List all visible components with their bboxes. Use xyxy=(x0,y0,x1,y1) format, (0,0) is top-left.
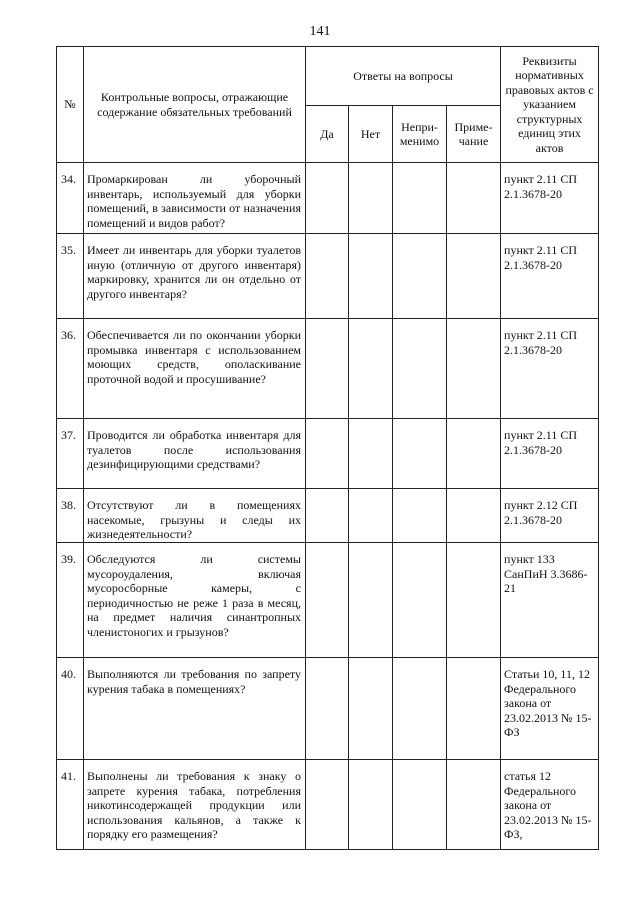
table-row xyxy=(57,319,599,419)
table-row xyxy=(57,163,599,234)
row-reference: статья 12 Федерального закона от 23.02.2013 № 15-ФЗ, xyxy=(501,760,599,850)
answer-not-applicable-cell[interactable] xyxy=(393,543,447,658)
header-note: Приме-чание xyxy=(447,106,501,163)
answer-not-applicable-cell[interactable] xyxy=(393,419,447,489)
answer-no-cell[interactable] xyxy=(349,419,393,489)
answer-note-cell[interactable] xyxy=(447,658,501,760)
row-question: Промаркирован ли уборочный инвентарь, используемый для уборки помещений, в зависимости от назначения помещений и видов работ? xyxy=(84,163,306,234)
row-question: Обследуются ли системы мусороудаления, включая мусоросборные камеры, с периодичностью не реже 1 раза в месяц, на предмет наличия синантропных членистоногих и грызунов? xyxy=(84,543,306,658)
row-number: 34. xyxy=(57,163,84,234)
answer-no-cell[interactable] xyxy=(349,489,393,543)
row-question: Выполнены ли требования к знаку о запрете курения табака, потребления никотинсодержащей продукции или использования кальянов, а также к порядку его размещения? xyxy=(84,760,306,850)
header-question: Контрольные вопросы, отражающие содержание обязательных требований xyxy=(84,47,306,163)
row-reference: пункт 2.11 СП 2.1.3678-20 xyxy=(501,234,599,319)
row-number: 41. xyxy=(57,760,84,850)
answer-no-cell[interactable] xyxy=(349,163,393,234)
row-question: Имеет ли инвентарь для уборки туалетов иную (отличную от другого инвентаря) маркировку, хранится ли он отдельно от другого инвентаря? xyxy=(84,234,306,319)
answer-note-cell[interactable] xyxy=(447,543,501,658)
header-refs: Реквизиты нормативных правовых актов с указанием структурных единиц этих актов xyxy=(501,47,599,163)
answer-yes-cell[interactable] xyxy=(306,319,349,419)
table-row xyxy=(57,489,599,543)
answer-no-cell[interactable] xyxy=(349,543,393,658)
answer-no-cell[interactable] xyxy=(349,760,393,850)
answer-not-applicable-cell[interactable] xyxy=(393,234,447,319)
row-reference: пункт 133 СанПиН 3.3686-21 xyxy=(501,543,599,658)
answer-yes-cell[interactable] xyxy=(306,658,349,760)
answer-no-cell[interactable] xyxy=(349,319,393,419)
table-row xyxy=(57,658,599,760)
header-no: Нет xyxy=(349,106,393,163)
row-number: 40. xyxy=(57,658,84,760)
row-reference: пункт 2.11 СП 2.1.3678-20 xyxy=(501,419,599,489)
answer-not-applicable-cell[interactable] xyxy=(393,163,447,234)
answer-yes-cell[interactable] xyxy=(306,419,349,489)
answer-note-cell[interactable] xyxy=(447,760,501,850)
row-question: Отсутствуют ли в помещениях насекомые, грызуны и следы их жизнедеятельности? xyxy=(84,489,306,543)
answer-not-applicable-cell[interactable] xyxy=(393,658,447,760)
answer-note-cell[interactable] xyxy=(447,489,501,543)
row-question: Выполняются ли требования по запрету курения табака в помещениях? xyxy=(84,658,306,760)
row-reference: пункт 2.12 СП 2.1.3678-20 xyxy=(501,489,599,543)
answer-no-cell[interactable] xyxy=(349,234,393,319)
row-reference: Статьи 10, 11, 12 Федерального закона от 23.02.2013 № 15-ФЗ xyxy=(501,658,599,760)
row-number: 35. xyxy=(57,234,84,319)
checklist-table xyxy=(56,46,599,850)
table-row xyxy=(57,543,599,658)
header-answers: Ответы на вопросы xyxy=(306,47,501,106)
answer-not-applicable-cell[interactable] xyxy=(393,760,447,850)
row-question: Обеспечивается ли по окончании уборки промывка инвентаря с использованием моющих средств, ополаскивание проточной водой и просушивание? xyxy=(84,319,306,419)
row-number: 37. xyxy=(57,419,84,489)
table-row xyxy=(57,419,599,489)
answer-note-cell[interactable] xyxy=(447,319,501,419)
answer-note-cell[interactable] xyxy=(447,163,501,234)
header-yes: Да xyxy=(306,106,349,163)
answer-note-cell[interactable] xyxy=(447,234,501,319)
answer-yes-cell[interactable] xyxy=(306,234,349,319)
row-question: Проводится ли обработка инвентаря для туалетов после использования дезинфицирующими средствами? xyxy=(84,419,306,489)
answer-yes-cell[interactable] xyxy=(306,760,349,850)
row-number: 36. xyxy=(57,319,84,419)
header-num: № xyxy=(57,47,84,163)
answer-yes-cell[interactable] xyxy=(306,543,349,658)
answer-yes-cell[interactable] xyxy=(306,163,349,234)
header-not-applicable: Непри-менимо xyxy=(393,106,447,163)
answer-yes-cell[interactable] xyxy=(306,489,349,543)
table-row xyxy=(57,234,599,319)
row-number: 38. xyxy=(57,489,84,543)
row-reference: пункт 2.11 СП 2.1.3678-20 xyxy=(501,163,599,234)
row-reference: пункт 2.11 СП 2.1.3678-20 xyxy=(501,319,599,419)
answer-not-applicable-cell[interactable] xyxy=(393,319,447,419)
table-row xyxy=(57,760,599,850)
row-number: 39. xyxy=(57,543,84,658)
answer-not-applicable-cell[interactable] xyxy=(393,489,447,543)
page-number: 141 xyxy=(309,24,331,39)
answer-no-cell[interactable] xyxy=(349,658,393,760)
answer-note-cell[interactable] xyxy=(447,419,501,489)
